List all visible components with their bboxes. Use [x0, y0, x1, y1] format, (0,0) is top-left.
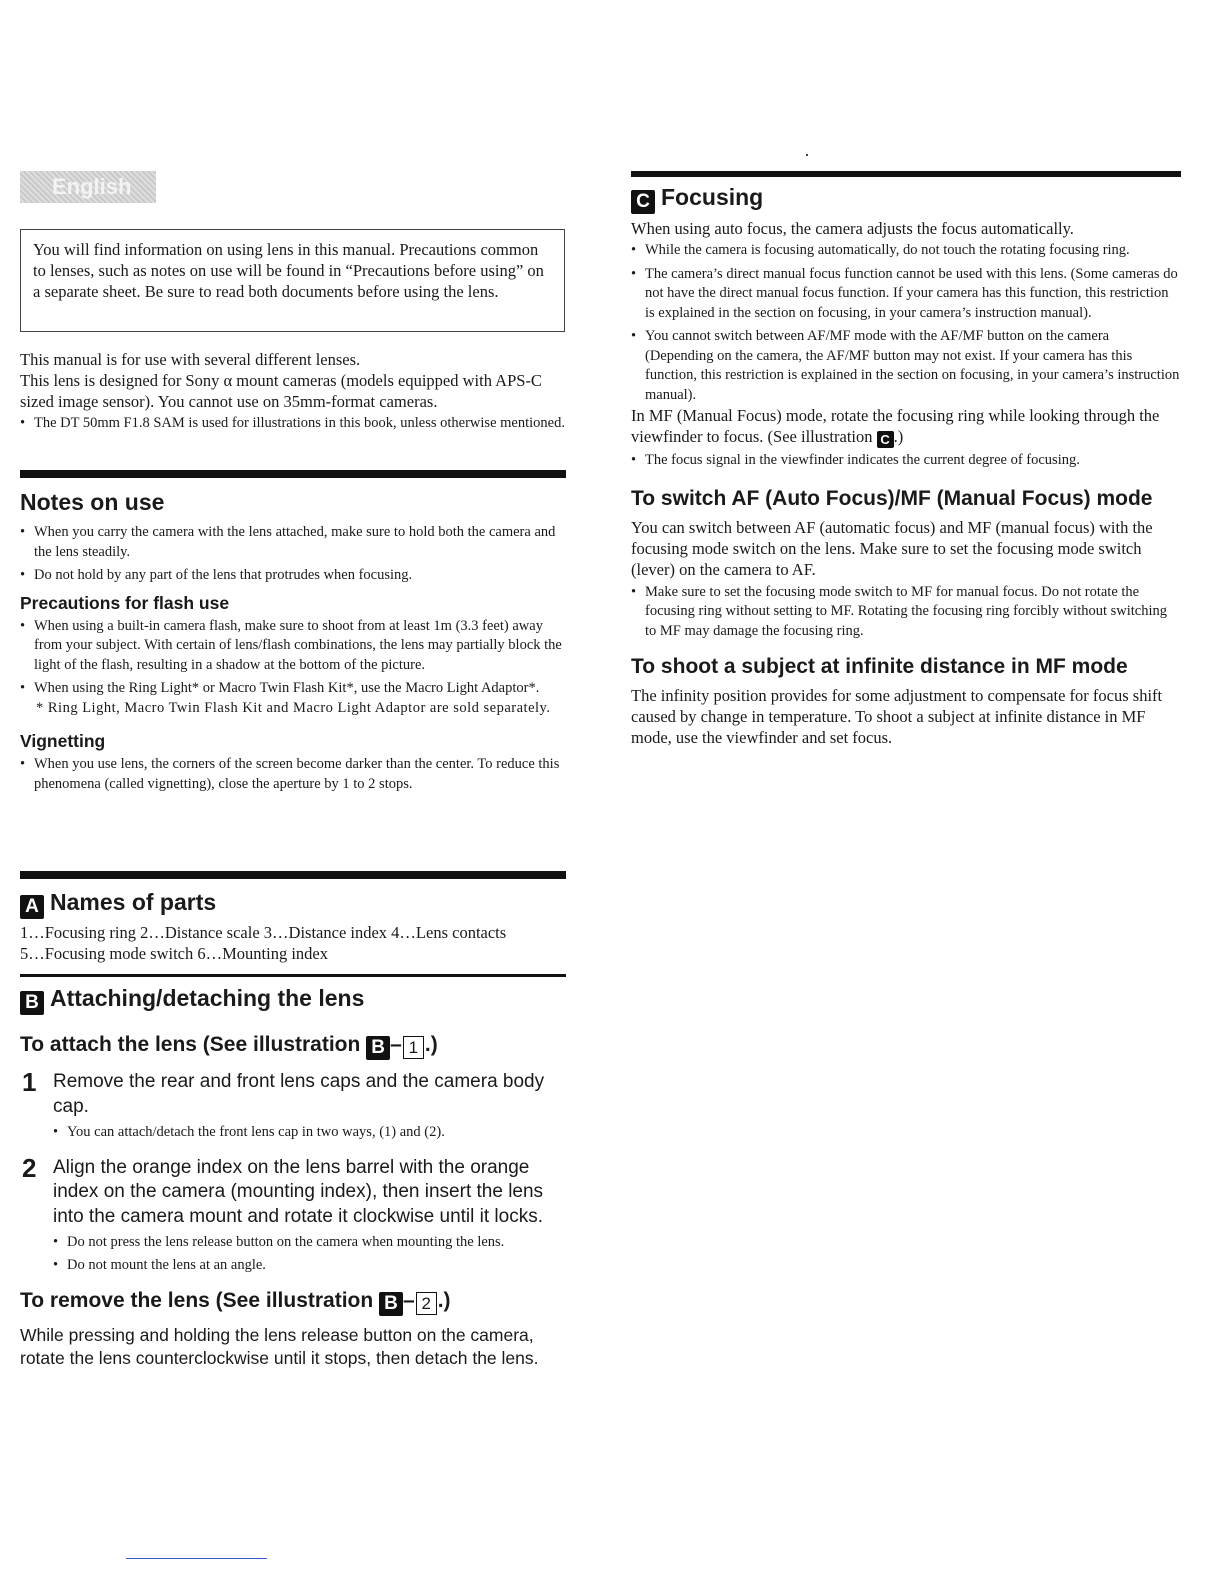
step-text: Remove the rear and front lens caps and the camera body cap.	[53, 1071, 545, 1117]
focus-signal-bullets	[631, 451, 1181, 471]
intro-section	[20, 349, 566, 434]
illustration-badge: C	[877, 431, 894, 448]
switch-mode-title: To switch AF (Auto Focus)/MF (Manual Focus) mode	[631, 486, 1153, 510]
illustration-badge: B	[366, 1036, 390, 1060]
intro-bullet: • The DT 50mm F1.8 SAM is used for illustrations in this book, unless otherwise mentioned.	[20, 414, 566, 434]
list-item: • Make sure to set the focusing mode switch to MF for manual focus. Do not rotate the focusing ring without setting to MF. Rotating the focusing ring forcibly without switching to MF may damage the focusing ring.	[631, 583, 1181, 642]
attaching-section	[20, 983, 566, 1370]
flash-bullets	[20, 617, 566, 699]
step-1	[20, 1067, 566, 1143]
section-rule	[20, 974, 566, 977]
infinite-distance-text: The infinity position provides for some adjustment to compensate for focus shift caused by change in temperature. To shoot a subject at infinite distance in MF mode, use the viewfinder and set focus.	[631, 686, 1163, 747]
list-item: • The focus signal in the viewfinder indicates the current degree of focusing.	[631, 451, 1181, 471]
intro-bullets	[20, 414, 566, 434]
list-item: • Do not press the lens release button on the camera when mounting the lens.	[53, 1233, 566, 1253]
mf-text: In MF (Manual Focus) mode, rotate the focusing ring while looking through the viewfinder to focus. (See illustration C .)	[631, 406, 1160, 447]
list-item: • When you carry the camera with the lens attached, make sure to hold both the camera and the lens steadily.	[20, 523, 566, 562]
illustration-badge: B	[379, 1292, 403, 1316]
parts-line-2: 5…Focusing mode switch 6…Mounting index	[20, 944, 328, 963]
remove-subtitle: To remove the lens (See illustration B – 2 .)	[20, 1289, 451, 1314]
flash-footnote: * Ring Light, Macro Twin Flash Kit and Macro Light Adaptor are sold separately.	[36, 699, 551, 716]
section-badge: A	[20, 895, 44, 919]
notes-on-use-section	[20, 487, 566, 794]
step-2	[20, 1152, 566, 1276]
attaching-title: Attaching/detaching the lens	[50, 985, 365, 1011]
list-item: • Do not mount the lens at an angle.	[53, 1256, 566, 1276]
remove-text: While pressing and holding the lens release button on the camera, rotate the lens counterclockwise until it stops, then detach the lens.	[20, 1325, 539, 1368]
infinite-distance-title: To shoot a subject at infinite distance in MF mode	[631, 655, 1128, 678]
flash-title: Precautions for flash use	[20, 592, 230, 613]
switch-mode-bullets	[631, 583, 1181, 642]
attach-subtitle: To attach the lens (See illustration B – 1 .)	[20, 1033, 438, 1058]
section-rule	[20, 470, 566, 478]
section-rule	[631, 171, 1181, 177]
section-rule	[20, 871, 566, 879]
parts-line-1: 1…Focusing ring 2…Distance scale 3…Distance index 4…Lens contacts	[20, 923, 507, 942]
intro-notice-box	[20, 229, 565, 332]
vignetting-title: Vignetting	[20, 731, 106, 751]
notes-on-use-title: Notes on use	[20, 489, 165, 515]
switch-mode-text: You can switch between AF (automatic focus) and MF (manual focus) with the focusing mode switch on the lens. Make sure to set the focusing mode switch (lever) on the camera to AF.	[631, 517, 1153, 579]
list-item: • While the camera is focusing automatically, do not touch the rotating focusing ring.	[631, 241, 1181, 261]
illustration-number: 1	[403, 1036, 424, 1059]
list-item: • When you use lens, the corners of the screen become darker than the center. To reduce this phenomena (called vignetting), close the aperture by 1 to 2 stops.	[20, 755, 566, 794]
focusing-intro: When using auto focus, the camera adjusts the focus automatically.	[631, 219, 1074, 238]
section-badge: C	[631, 190, 655, 214]
step-number: 2	[22, 1152, 37, 1183]
list-item: • Do not hold by any part of the lens that protrudes when focusing.	[20, 566, 566, 586]
section-badge: B	[20, 991, 44, 1015]
language-tab: English	[20, 171, 156, 203]
intro-notice-text: You will find information on using lens in this manual. Precautions common to lenses, such as notes on use will be found in “Precautions before using” on a separate sheet. Be sure to read both documents before using the lens.	[33, 240, 544, 301]
focusing-title: Focusing	[661, 184, 764, 210]
intro-line-1: This manual is for use with several different lenses.	[20, 350, 361, 369]
focusing-section	[631, 182, 1181, 748]
names-of-parts-title: Names of parts	[50, 889, 217, 915]
step-number: 1	[22, 1067, 37, 1097]
vignetting-bullets	[20, 755, 566, 794]
notes-on-use-bullets	[20, 523, 566, 586]
step-bullets	[53, 1123, 566, 1143]
step-text: Align the orange index on the lens barrel with the orange index on the camera (mounting index), then insert the lens into the camera mount and rotate it clockwise until it locks.	[53, 1156, 544, 1227]
list-item: • You cannot switch between AF/MF mode with the AF/MF button on the camera (Depending on the camera, the AF/MF button may not exist. If your camera has this function, this restriction is explained in the section on focusing, in your camera’s instruction manual).	[631, 327, 1181, 405]
focusing-bullets	[631, 241, 1181, 405]
speck	[806, 154, 808, 156]
list-item: • You can attach/detach the front lens cap in two ways, (1) and (2).	[53, 1123, 566, 1143]
list-item: • When using a built-in camera flash, make sure to shoot from at least 1m (3.3 feet) away from your subject. With certain of lens/flash combinations, the lens may partially block the light of the flash, resulting in a shadow at the bottom of the picture.	[20, 617, 566, 676]
illustration-number: 2	[416, 1292, 437, 1315]
footer-line	[126, 1558, 267, 1559]
step-bullets	[53, 1233, 566, 1275]
names-of-parts-section	[20, 887, 566, 964]
list-item: • The camera’s direct manual focus function cannot be used with this lens. (Some cameras do not have the direct manual focus function. If your camera has this function, this restriction is explained in the section on focusing, in your camera’s instruction manual).	[631, 265, 1181, 324]
intro-line-2: This lens is designed for Sony α mount cameras (models equipped with APS-C sized image sensor). You cannot use on 35mm-format cameras.	[20, 371, 542, 411]
list-item: • When using the Ring Light* or Macro Twin Flash Kit*, use the Macro Light Adaptor*.	[20, 679, 566, 699]
